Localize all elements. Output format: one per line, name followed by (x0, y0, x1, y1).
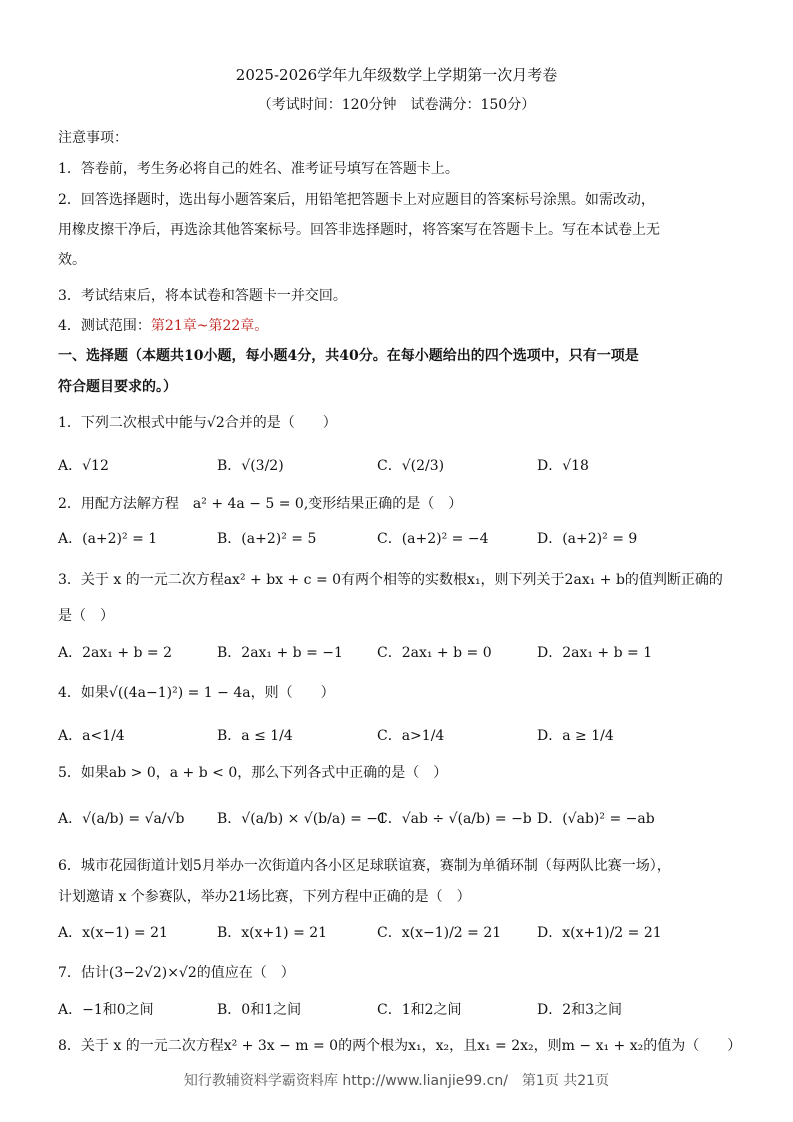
question-6-option-b: B．x(x+1) = 21 (217, 925, 328, 941)
question-4-stem: 4．如果√((4a−1)²) = 1 − 4a，则（ ） (58, 685, 335, 701)
test-range: 第21章~第22章。 (150, 318, 269, 334)
question-3-stem-line2: 是（ ） (58, 608, 114, 624)
note-2-line2: 用橡皮擦干净后，再选涂其他答案标号。回答非选择题时，将答案写在答题卡上。写在本试卷上无 (58, 222, 660, 238)
exam-info: （考试时间：120分钟 试卷满分：150分） (257, 97, 536, 113)
notes-heading: 注意事项： (58, 130, 128, 146)
question-2-option-a: A．(a+2)² = 1 (58, 531, 158, 547)
question-6-option-d: D．x(x+1)/2 = 21 (537, 925, 662, 941)
question-1-option-c: C．√(2/3) (377, 458, 445, 474)
question-3-option-c: C．2ax₁ + b = 0 (377, 645, 492, 661)
note-4 (58, 315, 268, 335)
question-6-option-c: C．x(x−1)/2 = 21 (377, 925, 502, 941)
question-1-option-d: D．√18 (537, 458, 589, 474)
question-3-stem-line1: 3．关于 x 的一元二次方程ax² + bx + c = 0有两个相等的实数根x₁，则下列关于2ax₁ + b的值判断正确的 (58, 572, 723, 588)
question-6-option-a: A．x(x−1) = 21 (58, 925, 168, 941)
question-2-option-d: D．(a+2)² = 9 (537, 531, 638, 547)
question-3-option-b: B．2ax₁ + b = −1 (217, 645, 343, 661)
question-2-option-c: C．(a+2)² = −4 (377, 531, 489, 547)
question-4-option-c: C．a>1/4 (377, 728, 445, 744)
question-3-option-a: A．2ax₁ + b = 2 (58, 645, 173, 661)
question-4-option-a: A．a<1/4 (58, 728, 125, 744)
question-6-stem-line2: 计划邀请 x 个参赛队，举办21场比赛，下列方程中正确的是（ ） (58, 889, 471, 905)
question-6-stem-line1: 6．城市花园街道计划5月举办一次街道内各小区足球联谊赛，赛制为单循环制（每两队比赛一场）， (58, 858, 671, 874)
question-1-option-a: A．√12 (58, 458, 109, 474)
question-7-option-d: D．2和3之间 (537, 1002, 623, 1018)
question-2-option-b: B．(a+2)² = 5 (217, 531, 317, 547)
question-1-stem: 1．下列二次根式中能与√2合并的是（ ） (58, 415, 337, 431)
question-5-option-d: D．(√ab)² = −ab (537, 811, 655, 827)
note-3: 3．考试结束后，将本试卷和答题卡一并交回。 (58, 288, 347, 304)
note-1: 1．答卷前，考生务必将自己的姓名、准考证号填写在答题卡上。 (58, 161, 459, 177)
question-5-option-a: A．√(a/b) = √a/√b (58, 811, 185, 827)
question-3-option-d: D．2ax₁ + b = 1 (537, 645, 653, 661)
question-2-stem: 2．用配方法解方程 a² + 4a − 5 = 0,变形结果正确的是（ ） (58, 496, 463, 512)
question-4-option-b: B．a ≤ 1/4 (217, 728, 293, 744)
question-5-option-b: B．√(a/b) × √(b/a) = −1 (217, 811, 387, 827)
question-8-stem: 8．关于 x 的一元二次方程x² + 3x − m = 0的两个根为x₁，x₂，且x₁ = 2x₂，则m − x₁ + x₂的值为（ ） (58, 1038, 742, 1054)
section-heading-line2: 符合题目要求的。） (58, 379, 177, 395)
question-7-option-b: B．0和1之间 (217, 1002, 302, 1018)
note-4-prefix: 4．测试范围： (58, 318, 151, 334)
question-7-option-c: C．1和2之间 (377, 1002, 462, 1018)
question-1-option-b: B．√(3/2) (217, 458, 284, 474)
question-4-option-d: D．a ≥ 1/4 (537, 728, 614, 744)
question-7-option-a: A．−1和0之间 (58, 1002, 154, 1018)
question-5-option-c: C．√ab ÷ √(a/b) = −b (377, 811, 532, 827)
page-footer: 知行教辅资料学霸资料库 http://www.lianjie99.cn/ 第1页 共21页 (183, 1073, 610, 1089)
note-2-line3: 效。 (58, 252, 86, 268)
section-heading-line1: 一、选择题（本题共10小题，每小题4分，共40分。在每小题给出的四个选项中，只有一项是 (58, 348, 639, 364)
question-7-stem: 7．估计(3−2√2)×√2的值应在（ ） (58, 965, 295, 981)
note-2-line1: 2．回答选择题时，选出每小题答案后，用铅笔把答题卡上对应题目的答案标号涂黑。如需改动， (58, 192, 655, 208)
question-5-stem: 5．如果ab > 0，a + b < 0，那么下列各式中正确的是（ ） (58, 765, 448, 781)
page-title: 2025-2026学年九年级数学上学期第一次月考卷 (235, 66, 558, 84)
